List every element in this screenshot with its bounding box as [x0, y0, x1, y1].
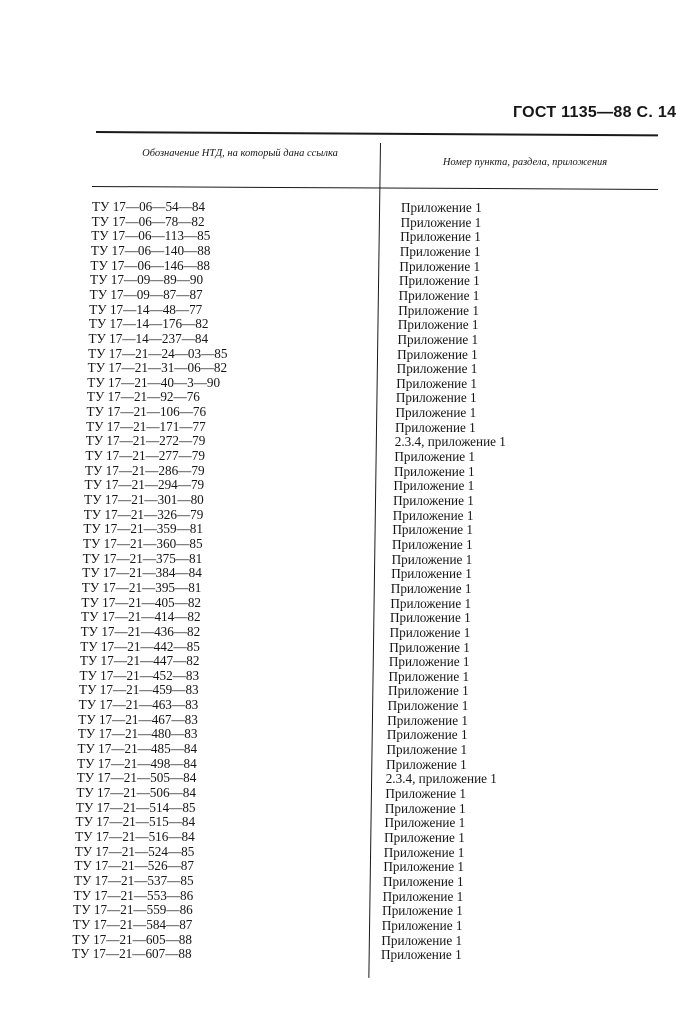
table-cell-document: ТУ 17—21—463—83 [78, 697, 199, 713]
table-cell-reference: Приложение 1 [383, 844, 465, 860]
table-cell-reference: Приложение 1 [399, 243, 481, 259]
table-cell-reference: Приложение 1 [391, 551, 473, 567]
table-cell-reference: Приложение 1 [388, 668, 470, 684]
table-cell-document: ТУ 17—21—515—84 [75, 814, 196, 830]
table-cell-reference: Приложение 1 [385, 786, 466, 801]
table-cell-document: ТУ 17—14—237—84 [88, 330, 209, 346]
table-cell-reference: Приложение 1 [388, 654, 470, 670]
table-cell-reference: 2.3.4, приложение 1 [385, 771, 497, 787]
table-cell-reference: Приложение 1 [384, 815, 466, 831]
table-cell-reference: Приложение 1 [382, 903, 463, 919]
table-cell-reference: Приложение 1 [398, 287, 480, 303]
table-cell-document: ТУ 17—06—54—84 [92, 199, 206, 214]
table-cell-document: ТУ 17—21—506—84 [76, 785, 196, 800]
table-cell-reference: Приложение 1 [394, 449, 475, 465]
table-cell-document: ТУ 17—21—459—83 [79, 682, 199, 698]
table-cell-reference: Приложение 1 [397, 317, 479, 333]
table-cell-document: ТУ 17—06—113—85 [91, 228, 211, 244]
table-cell-document: ТУ 17—21—526—87 [74, 858, 194, 874]
column-header-document: Обозначение НТД, на который дана ссылка [142, 148, 338, 159]
table-cell-reference: Приложение 1 [381, 917, 463, 933]
table-cell-reference: Приложение 1 [397, 346, 478, 362]
table-cell-document: ТУ 17—21—516—84 [75, 828, 195, 844]
table-cell-reference: Приложение 1 [390, 580, 472, 596]
table-cell-document: ТУ 17—21—505—84 [76, 770, 197, 786]
table-cell-reference: Приложение 1 [395, 405, 477, 421]
table-cell-document: ТУ 17—21—607—88 [72, 946, 192, 962]
table-cell-document: ТУ 17—09—89—90 [90, 272, 204, 288]
table-cell-reference: Приложение 1 [382, 888, 464, 904]
table-cell-reference: Приложение 1 [392, 522, 474, 538]
table-cell-document: ТУ 17—06—146—88 [90, 257, 211, 273]
table-cell-reference: Приложение 1 [393, 493, 474, 508]
table-cell-reference: Приложение 1 [399, 273, 480, 289]
table-cell-document: ТУ 17—21—537—85 [73, 872, 194, 888]
table-cell-document: ТУ 17—09—87—87 [89, 286, 203, 302]
table-cell-document: ТУ 17—21—414—82 [81, 609, 201, 625]
table-cell-reference: Приложение 1 [381, 947, 462, 963]
table-cell-document: ТУ 17—21—171—77 [86, 418, 206, 434]
table-cell-document: ТУ 17—21—375—81 [82, 550, 203, 566]
table-cell-reference: 2.3.4, приложение 1 [394, 434, 506, 450]
table-cell-document: ТУ 17—06—78—82 [91, 213, 205, 229]
table-cell-document: ТУ 17—21—405—82 [81, 594, 202, 610]
table-cell-document: ТУ 17—21—360—85 [82, 535, 203, 551]
table-cell-document: ТУ 17—21—447—82 [79, 653, 200, 669]
table-cell-reference: Приложение 1 [381, 932, 463, 948]
table-cell-document: ТУ 17—21—514—85 [75, 799, 196, 815]
table-cell-document: ТУ 17—21—480—83 [77, 726, 198, 742]
table-cell-document: ТУ 17—21—384—84 [82, 565, 202, 581]
table-cell-reference: Приложение 1 [384, 829, 465, 845]
table-cell-reference: Приложение 1 [396, 375, 477, 391]
table-cell-reference: Приложение 1 [392, 507, 474, 523]
table-cell-reference: Приложение 1 [382, 873, 464, 889]
table-cell-reference: Приложение 1 [386, 742, 468, 758]
table-cell-reference: Приложение 1 [389, 639, 470, 655]
table-cell-reference: Приложение 1 [396, 361, 478, 377]
table-cell-reference: Приложение 1 [391, 566, 472, 582]
table-cell-reference: Приложение 1 [395, 390, 477, 406]
table-cell-document: ТУ 17—21—24—03—85 [88, 345, 228, 361]
column-header-reference: Номер пункта, раздела, приложения [442, 157, 608, 168]
table-cell-document: ТУ 17—21—485—84 [77, 741, 198, 757]
table-cell-document: ТУ 17—14—176—82 [88, 316, 209, 332]
table-cell-reference: Приложение 1 [401, 200, 482, 215]
table-cell-reference: Приложение 1 [386, 756, 467, 772]
table-cell-document: ТУ 17—06—140—88 [90, 242, 211, 258]
table-cell-reference: Приложение 1 [393, 478, 475, 494]
table-cell-reference: Приложение 1 [384, 800, 466, 816]
table-cell-reference: Приложение 1 [388, 683, 469, 699]
table-cell-reference: Приложение 1 [391, 536, 473, 552]
table-cell-document: ТУ 17—21—359—81 [83, 521, 203, 537]
table-cell-document: ТУ 17—21—301—80 [84, 492, 204, 507]
table-cell-document: ТУ 17—21—277—79 [85, 448, 205, 464]
table-cell-document: ТУ 17—21—326—79 [83, 506, 204, 522]
table-cell-document: ТУ 17—21—498—84 [77, 755, 197, 771]
table-cell-document: ТУ 17—21—436—82 [80, 623, 201, 639]
table-cell-reference: Приложение 1 [398, 302, 479, 318]
table-cell-document: ТУ 17—21—31—06—82 [87, 360, 228, 376]
table-cell-reference: Приложение 1 [400, 229, 481, 245]
table-cell-document: ТУ 17—21—294—79 [84, 477, 205, 493]
table-cell-document: ТУ 17—21—605—88 [72, 931, 192, 947]
table-cell-document: ТУ 17—21—524—85 [74, 843, 195, 859]
table-cell-document: ТУ 17—21—559—86 [73, 902, 193, 918]
table-cell-document: ТУ 17—21—106—76 [86, 404, 207, 420]
table-cell-reference: Приложение 1 [395, 419, 476, 435]
table-cell-document: ТУ 17—21—92—76 [86, 389, 200, 405]
table-cell-reference: Приложение 1 [390, 610, 471, 626]
table-cell-document: ТУ 17—21—40—3—90 [87, 374, 221, 390]
table-cell-document: ТУ 17—21—553—86 [73, 887, 194, 903]
table-cell-document: ТУ 17—21—395—81 [81, 579, 202, 595]
table-cell-reference: Приложение 1 [389, 624, 471, 640]
table-cell-document: ТУ 17—21—467—83 [78, 711, 198, 727]
table-cell-reference: Приложение 1 [400, 214, 482, 230]
table-cell-document: ТУ 17—21—442—85 [80, 638, 200, 654]
table-cell-reference: Приложение 1 [383, 859, 465, 875]
table-cell-reference: Приложение 1 [399, 258, 481, 274]
table-cell-document: ТУ 17—21—286—79 [84, 462, 205, 478]
table-cell-document: ТУ 17—21—452—83 [79, 667, 200, 683]
table-cell-reference: Приложение 1 [387, 712, 468, 728]
table-cell-document: ТУ 17—21—584—87 [72, 916, 193, 932]
table-cell-reference: Приложение 1 [397, 331, 479, 347]
table-cell-document: ТУ 17—14—48—77 [89, 301, 203, 317]
table-cell-reference: Приложение 1 [387, 698, 469, 714]
table-cell-reference: Приложение 1 [390, 595, 472, 611]
page-header: ГОСТ 1135—88 С. 14 [513, 104, 676, 121]
table-cell-reference: Приложение 1 [386, 727, 468, 743]
table-cell-reference: Приложение 1 [393, 463, 475, 479]
table-cell-document: ТУ 17—21—272—79 [85, 433, 206, 449]
